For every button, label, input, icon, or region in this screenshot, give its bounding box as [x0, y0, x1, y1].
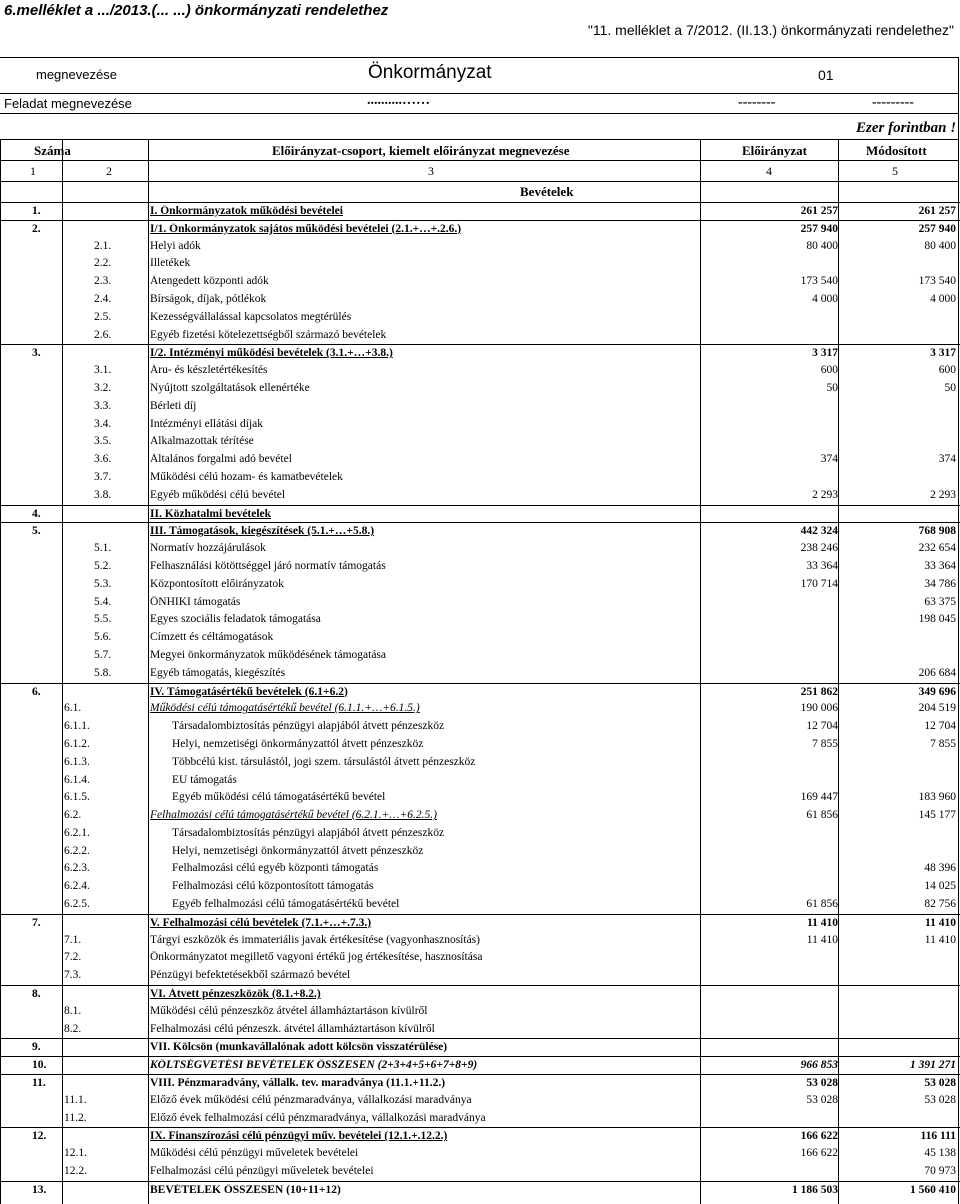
col-header-name: Előirányzat-csoport, kiemelt előirányzat megnevezése — [272, 143, 570, 158]
row-subnumber: 6.2. — [64, 809, 82, 822]
row-subnumber: 6.2.5. — [64, 898, 90, 911]
row-title: Felhalmozási célú pénzeszk. átvétel államháztartáson kívülről — [150, 1022, 435, 1035]
col-number-3: 3 — [428, 164, 434, 178]
row-title: I/2. Intézményi működési bevételek (3.1.+…+3.8.) — [150, 347, 393, 360]
row-title: Pénzügyi befektetésekből származó bevétel — [150, 969, 351, 982]
table-row — [0, 327, 960, 345]
row-number: 8. — [32, 988, 41, 1001]
row-eloiranyzat: 1 186 503 — [792, 1183, 838, 1196]
row-title: Egyes szociális feladatok támogatása — [150, 613, 321, 626]
row-subnumber: 8.1. — [64, 1004, 82, 1017]
row-subnumber: 8.2. — [64, 1022, 82, 1035]
row-subnumber: 6.1.5. — [64, 791, 90, 804]
row-title: Működési célú pénzeszköz átvétel államháztartáson kívülről — [150, 1004, 428, 1017]
feladat-label: Feladat megnevezése — [4, 96, 132, 111]
row-modositott: 374 — [938, 453, 956, 466]
row-title: Alkalmazottak térítése — [150, 435, 254, 448]
row-subnumber: 6.2.1. — [64, 826, 90, 839]
table-row — [0, 291, 960, 309]
row-eloiranyzat: 170 714 — [800, 577, 838, 590]
row-title: Önkormányzatot megillető vagyoni értékű jog értékesítése, hasznosítása — [150, 951, 483, 964]
table-row — [0, 629, 960, 647]
row-subnumber: 2.6. — [94, 328, 112, 341]
row-title: Társadalombiztosítás pénzügyi alapjából átvett pénzeszköz — [172, 720, 445, 733]
table-row — [0, 273, 960, 291]
row-subnumber: 5.8. — [94, 666, 112, 679]
row-modositott: 600 — [938, 364, 956, 377]
table-row — [0, 1127, 960, 1145]
table-row — [0, 255, 960, 273]
row-title: KÖLTSÉGVETÉSI BEVÉTELEK ÖSSZESEN (2+3+4+5+6+7+8+9) — [150, 1059, 478, 1072]
row-title: Előző évek működési célú pénzmaradványa, vállalkozási maradványa — [150, 1093, 472, 1106]
row-title: Helyi, nemzetiségi önkormányzattól átvett pénzeszköz — [172, 844, 424, 857]
row-number: 4. — [32, 507, 41, 520]
row-title: Általános forgalmi adó bevétel — [150, 453, 292, 466]
table-row — [0, 309, 960, 327]
row-subnumber: 3.7. — [94, 470, 112, 483]
table-row — [0, 1110, 960, 1128]
row-title: BEVÉTELEK ÖSSZESEN (10+11+12) — [150, 1183, 341, 1196]
row-modositott: 1 391 271 — [910, 1059, 956, 1072]
col-number-2: 2 — [106, 164, 112, 178]
row-eloiranyzat: 257 940 — [800, 222, 838, 235]
row-number: 12. — [32, 1130, 47, 1143]
table-row — [0, 487, 960, 505]
row-subnumber: 5.7. — [94, 648, 112, 661]
table-row — [0, 522, 960, 540]
table-row — [0, 1021, 960, 1039]
row-title: EU támogatás — [172, 773, 237, 786]
row-subnumber: 7.1. — [64, 933, 82, 946]
row-subnumber: 5.6. — [94, 631, 112, 644]
row-title: Felhalmozási célú pénzügyi műveletek bevételei — [150, 1165, 374, 1178]
row-subnumber: 3.1. — [94, 364, 112, 377]
table-row — [0, 754, 960, 772]
section-title: Bevételek — [520, 184, 574, 199]
dash-placeholder-2: --------- — [872, 95, 914, 110]
table-row — [0, 949, 960, 967]
row-eloiranyzat: 33 364 — [806, 559, 838, 572]
table-row — [0, 220, 960, 238]
row-modositott: 11 410 — [924, 933, 956, 946]
row-modositott: 45 138 — [924, 1147, 956, 1160]
table-row — [0, 451, 960, 469]
row-title: Központosított előirányzatok — [150, 577, 284, 590]
table-row — [0, 505, 960, 523]
row-modositott: 82 756 — [924, 898, 956, 911]
row-subnumber: 2.5. — [94, 310, 112, 323]
row-title: Helyi adók — [150, 239, 201, 252]
table-row — [0, 985, 960, 1003]
table-row — [0, 202, 960, 220]
row-number: 6. — [32, 685, 41, 698]
org-name: Önkormányzat — [368, 62, 492, 83]
row-title: Társadalombiztosítás pénzügyi alapjából átvett pénzeszköz — [172, 826, 445, 839]
row-modositott: 4 000 — [930, 292, 956, 305]
table-row — [0, 576, 960, 594]
col-header-modositott: Módosított — [866, 143, 927, 158]
row-modositott: 48 396 — [924, 862, 956, 875]
row-title: I/1. Önkormányzatok sajátos működési bevételei (2.1.+…+.2.6.) — [150, 222, 462, 235]
row-eloiranyzat: 173 540 — [800, 275, 838, 288]
row-subnumber: 2.2. — [94, 257, 112, 270]
table-row — [0, 1003, 960, 1021]
row-modositott: 183 960 — [918, 791, 956, 804]
row-number: 7. — [32, 916, 41, 929]
row-eloiranyzat: 374 — [820, 453, 838, 466]
row-eloiranyzat: 251 862 — [800, 685, 838, 698]
row-eloiranyzat: 442 324 — [800, 525, 838, 538]
table-row — [0, 238, 960, 256]
row-subnumber: 6.2.4. — [64, 880, 90, 893]
row-subnumber: 11.2. — [64, 1111, 87, 1124]
row-subnumber: 2.4. — [94, 292, 112, 305]
row-modositott: 53 028 — [924, 1077, 956, 1090]
table-row — [0, 878, 960, 896]
row-title: Tárgyi eszközök és immateriális javak értékesítése (vagyonhasznosítás) — [150, 933, 480, 946]
row-modositott: 257 940 — [918, 222, 956, 235]
table-row — [0, 967, 960, 985]
row-modositott: 63 375 — [924, 595, 956, 608]
row-title: Egyéb támogatás, kiegészítés — [150, 666, 286, 679]
row-number: 13. — [32, 1183, 47, 1196]
table-row — [0, 772, 960, 790]
col-number-1: 1 — [30, 164, 36, 178]
col-number-4: 4 — [766, 164, 772, 178]
row-subnumber: 5.4. — [94, 595, 112, 608]
row-title: IX. Finanszírozási célú pénzügyi műv. bevételei (12.1.+.12.2.) — [150, 1130, 448, 1143]
row-eloiranyzat: 11 410 — [807, 916, 838, 929]
row-modositott: 11 410 — [925, 916, 956, 929]
table-row — [0, 1163, 960, 1181]
row-modositott: 7 855 — [930, 737, 956, 750]
row-title: Kezességvállalással kapcsolatos megtérülés — [150, 310, 352, 323]
row-title: Működési célú pénzügyi műveletek bevételei — [150, 1147, 359, 1160]
row-title: ÖNHIKI támogatás — [150, 595, 241, 608]
table-row — [0, 914, 960, 932]
row-subnumber: 6.2.2. — [64, 844, 90, 857]
row-modositott: 198 045 — [918, 613, 956, 626]
table-row — [0, 1074, 960, 1092]
row-modositott: 349 696 — [918, 685, 956, 698]
row-title: III. Támogatások, kiegészítések (5.1.+…+5.8.) — [150, 525, 375, 538]
row-title: Illetékek — [150, 257, 191, 270]
row-title: Egyéb működési célú támogatásértékű bevétel — [172, 791, 386, 804]
row-eloiranyzat: 61 856 — [806, 898, 838, 911]
table-row — [0, 398, 960, 416]
row-subnumber: 12.2. — [64, 1165, 87, 1178]
row-title: II. Közhatalmi bevételek — [150, 507, 272, 520]
row-subnumber: 3.4. — [94, 417, 112, 430]
row-title: Felhalmozási célú központosított támogatás — [172, 880, 374, 893]
row-subnumber: 3.5. — [94, 435, 112, 448]
row-title: Megyei önkormányzatok működésének támogatása — [150, 648, 386, 661]
row-title: VIII. Pénzmaradvány, vállalk. tev. maradványa (11.1.+11.2.) — [150, 1077, 446, 1090]
row-number: 9. — [32, 1041, 41, 1054]
row-title: Helyi, nemzetiségi önkormányzattól átvett pénzeszköz — [172, 737, 424, 750]
table-row — [0, 860, 960, 878]
table-row — [0, 469, 960, 487]
org-code: 01 — [818, 67, 834, 83]
row-title: Átengedett központi adók — [150, 275, 269, 288]
table-row — [0, 843, 960, 861]
row-number: 2. — [32, 222, 41, 235]
table-row — [0, 1181, 960, 1199]
table-row — [0, 344, 960, 362]
row-eloiranyzat: 53 028 — [806, 1077, 838, 1090]
row-eloiranyzat: 600 — [820, 364, 838, 377]
row-subnumber: 12.1. — [64, 1147, 87, 1160]
revenue-table — [0, 202, 960, 1199]
row-modositott: 14 025 — [924, 880, 956, 893]
row-title: V. Felhalmozási célú bevételek (7.1.+…+.7.3.) — [150, 916, 372, 929]
row-modositott: 53 028 — [924, 1093, 956, 1106]
row-title: Címzett és céltámogatások — [150, 631, 274, 644]
table-row — [0, 665, 960, 683]
table-row — [0, 932, 960, 950]
table-row — [0, 807, 960, 825]
row-title: Egyéb felhalmozási célú támogatásértékű bevétel — [172, 898, 400, 911]
row-modositott: 116 111 — [920, 1130, 956, 1143]
row-title: Egyéb működési célú bevétel — [150, 488, 286, 501]
row-subnumber: 6.2.3. — [64, 862, 90, 875]
row-title: Működési célú támogatásértékű bevétel (6.1.1.+…+6.1.5.) — [150, 702, 420, 715]
table-row — [0, 718, 960, 736]
row-title: IV. Támogatásértékű bevételek (6.1+6.2) — [150, 685, 348, 698]
table-row — [0, 1145, 960, 1163]
row-title: I. Önkormányzatok működési bevételei — [150, 205, 343, 217]
table-row — [0, 558, 960, 576]
feladat-dots: ..........…… — [367, 93, 430, 108]
row-modositott: 768 908 — [918, 525, 956, 538]
row-subnumber: 7.2. — [64, 951, 82, 964]
row-modositott: 34 786 — [924, 577, 956, 590]
row-eloiranyzat: 238 246 — [800, 542, 838, 555]
row-modositott: 204 519 — [918, 702, 956, 715]
row-title: VI. Átvett pénzeszközök (8.1.+8.2.) — [150, 988, 321, 1001]
row-subnumber: 2.3. — [94, 275, 112, 288]
row-number: 3. — [32, 347, 41, 360]
row-subnumber: 3.3. — [94, 399, 112, 412]
row-title: Áru- és készletértékesítés — [150, 364, 268, 377]
row-modositott: 261 257 — [918, 205, 956, 217]
row-subnumber: 6.1.4. — [64, 773, 90, 786]
row-eloiranyzat: 190 006 — [800, 702, 838, 715]
row-modositott: 3 317 — [930, 347, 956, 360]
row-subnumber: 7.3. — [64, 969, 82, 982]
row-subnumber: 6.1.2. — [64, 737, 90, 750]
row-subnumber: 6.1.1. — [64, 720, 90, 733]
row-title: Nyújtott szolgáltatások ellenértéke — [150, 381, 310, 394]
row-title: Felhasználási kötöttséggel járó normatív támogatás — [150, 559, 386, 572]
row-modositott: 173 540 — [918, 275, 956, 288]
row-title: Többcélú kist. társulástól, jogi szem. társulástól átvett pénzeszköz — [172, 755, 476, 768]
row-modositott: 1 560 410 — [910, 1183, 956, 1196]
row-eloiranyzat: 169 447 — [800, 791, 838, 804]
row-eloiranyzat: 12 704 — [806, 720, 838, 733]
row-title: Előző évek felhalmozási célú pénzmaradványa, vállalkozási maradványa — [150, 1111, 486, 1124]
row-title: Bírságok, díjak, pótlékok — [150, 292, 267, 305]
table-row — [0, 540, 960, 558]
row-subnumber: 6.1. — [64, 702, 82, 715]
row-eloiranyzat: 4 000 — [812, 292, 838, 305]
row-modositott: 80 400 — [924, 239, 956, 252]
row-eloiranyzat: 166 622 — [800, 1130, 838, 1143]
row-modositott: 2 293 — [930, 488, 956, 501]
row-number: 11. — [32, 1077, 46, 1090]
row-eloiranyzat: 61 856 — [806, 809, 838, 822]
row-eloiranyzat: 166 622 — [800, 1147, 838, 1160]
row-subnumber: 2.1. — [94, 239, 112, 252]
table-row — [0, 433, 960, 451]
row-title: Egyéb fizetési kötelezettségből származó bevételek — [150, 328, 387, 341]
row-eloiranyzat: 53 028 — [806, 1093, 838, 1106]
table-row — [0, 1038, 960, 1056]
col-number-5: 5 — [892, 164, 898, 178]
reference-note: "11. melléklet a 7/2012. (II.13.) önkormányzati rendelethez" — [587, 22, 954, 38]
row-eloiranyzat: 11 410 — [806, 933, 838, 946]
megnevezese-label: megnevezése — [36, 67, 117, 82]
row-modositott: 145 177 — [918, 809, 956, 822]
row-number: 5. — [32, 525, 41, 538]
row-subnumber: 5.3. — [94, 577, 112, 590]
col-header-eloiranyzat: Előirányzat — [742, 143, 807, 158]
row-modositott: 12 704 — [924, 720, 956, 733]
table-row — [0, 700, 960, 718]
dash-placeholder-1: -------- — [738, 95, 776, 110]
row-subnumber: 11.1. — [64, 1093, 87, 1106]
row-subnumber: 3.6. — [94, 453, 112, 466]
table-row — [0, 647, 960, 665]
row-modositott: 206 684 — [918, 666, 956, 679]
row-subnumber: 5.5. — [94, 613, 112, 626]
table-row — [0, 1092, 960, 1110]
row-eloiranyzat: 2 293 — [812, 488, 838, 501]
table-row — [0, 611, 960, 629]
row-eloiranyzat: 261 257 — [800, 205, 838, 217]
row-subnumber: 3.8. — [94, 488, 112, 501]
row-modositott: 33 364 — [924, 559, 956, 572]
row-title: Intézményi ellátási díjak — [150, 417, 264, 430]
row-number: 1. — [32, 205, 41, 217]
row-title: Felhalmozási célú egyéb központi támogatás — [172, 862, 379, 875]
col-header-szama: Száma — [34, 143, 71, 158]
row-number: 10. — [32, 1059, 47, 1072]
row-subnumber: 3.2. — [94, 381, 112, 394]
row-eloiranyzat: 3 317 — [812, 347, 838, 360]
unit-label: Ezer forintban ! — [856, 120, 957, 136]
row-eloiranyzat: 80 400 — [806, 239, 838, 252]
table-row — [0, 736, 960, 754]
table-row — [0, 594, 960, 612]
table-row — [0, 416, 960, 434]
row-title: VII. Kölcsön (munkavállalónak adott kölcsön visszatérülése) — [150, 1041, 448, 1054]
table-row — [0, 896, 960, 914]
table-row — [0, 362, 960, 380]
table-row — [0, 825, 960, 843]
row-title: Felhalmozási célú támogatásértékű bevétel (6.2.1.+…+6.2.5.) — [150, 809, 437, 822]
row-modositott: 232 654 — [918, 542, 956, 555]
table-row — [0, 683, 960, 701]
table-row — [0, 1056, 960, 1074]
row-subnumber: 6.1.3. — [64, 755, 90, 768]
row-eloiranyzat: 966 853 — [800, 1059, 838, 1072]
row-modositott: 70 973 — [924, 1165, 956, 1178]
row-eloiranyzat: 7 855 — [812, 737, 838, 750]
row-title: Működési célú hozam- és kamatbevételek — [150, 470, 343, 483]
row-subnumber: 5.1. — [94, 542, 112, 555]
top-note: 6.melléklet a .../2013.(... ...) önkormányzati rendelethez — [4, 2, 389, 19]
row-title: Normatív hozzájárulások — [150, 542, 266, 555]
table-row — [0, 789, 960, 807]
row-eloiranyzat: 50 — [826, 381, 838, 394]
table-row — [0, 380, 960, 398]
row-modositott: 50 — [944, 381, 956, 394]
row-subnumber: 5.2. — [94, 559, 112, 572]
row-title: Bérleti díj — [150, 399, 197, 412]
